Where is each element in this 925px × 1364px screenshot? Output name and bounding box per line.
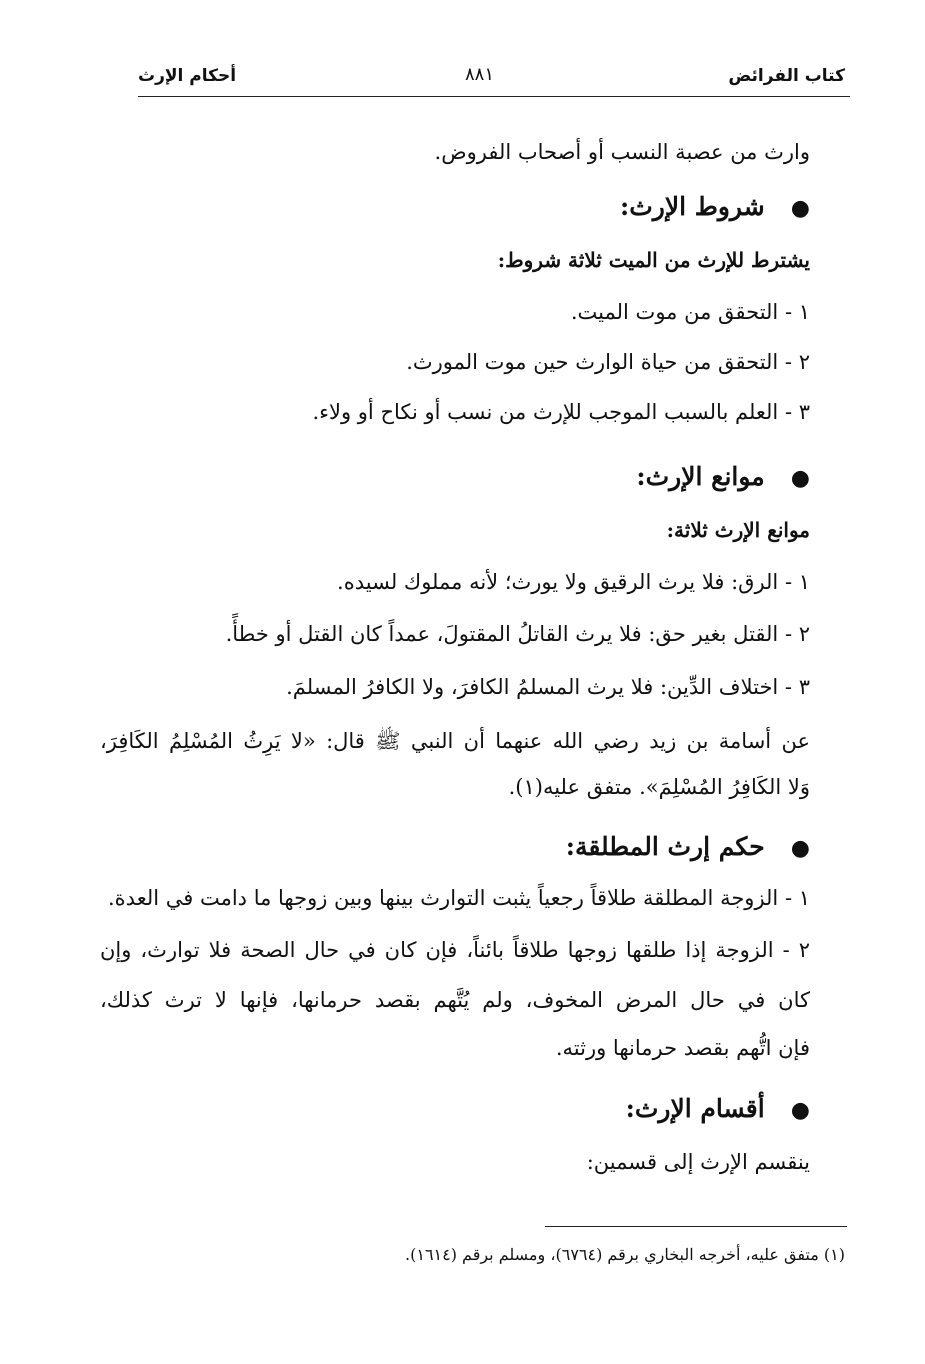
bullet-dot-icon: ● [790, 835, 810, 861]
divorcee-item-2-line-1: ٢ - الزوجة إذا طلقها زوجها طلاقاً بائناً، فإن كان في حال الصحة فلا توارث، وإن [100, 938, 810, 962]
impediment-item-1: ١ - الرق: فلا يرث الرقيق ولا يورث؛ لأنه مملوك لسيده. [337, 570, 810, 594]
book-title: كتاب الفرائض [728, 66, 845, 86]
divorcee-item-2-line-3: فإن اتُّهم بقصد حرمانها ورثته. [555, 1036, 810, 1060]
divorcee-heading: ● حكم إرث المطلقة: [565, 832, 810, 861]
condition-item-1: ١ - التحقق من موت الميت. [570, 300, 810, 324]
header-rule [138, 96, 850, 97]
divorcee-item-1: ١ - الزوجة المطلقة طلاقاً رجعياً يثبت التوارث بينها وبين زوجها ما دامت في العدة. [108, 886, 810, 910]
bullet-dot-icon: ● [790, 465, 810, 491]
hadith-line-1: عن أسامة بن زيد رضي الله عنهما أن النبي ﷺ قال: «لا يَرِثُ المُسْلِمُ الكَافِرَ، [100, 729, 810, 753]
impediments-subheading: موانع الإرث ثلاثة: [666, 518, 810, 542]
divorcee-item-2-line-2: كان في حال المرض المخوف، ولم يُتَّهم بقصد حرمانها، فإنها لا ترث كذلك، [100, 988, 810, 1012]
intro-line: وارث من عصبة النسب أو أصحاب الفروض. [434, 140, 810, 164]
condition-item-2: ٢ - التحقق من حياة الوارث حين موت المورث. [406, 350, 810, 374]
chapter-title: أحكام الإرث [138, 66, 237, 86]
bullet-dot-icon: ● [790, 195, 810, 221]
footnote-rule [545, 1226, 847, 1227]
condition-item-3: ٣ - العلم بالسبب الموجب للإرث من نسب أو نكاح أو ولاء. [312, 400, 810, 424]
hadith-line-2: وَلا الكَافِرُ المُسْلِمَ». متفق عليه(١). [508, 775, 810, 799]
impediment-item-3: ٣ - اختلاف الدِّين: فلا يرث المسلمُ الكافرَ، ولا الكافرُ المسلمَ. [286, 675, 810, 699]
types-subheading: ينقسم الإرث إلى قسمين: [586, 1150, 810, 1174]
page-number: ٨٨١ [465, 64, 495, 85]
types-heading: ● أقسام الإرث: [625, 1094, 810, 1123]
footnote: (١) متفق عليه، أخرجه البخاري برقم (٦٧٦٤)، ومسلم برقم (١٦١٤). [405, 1245, 845, 1264]
conditions-subheading: يشترط للإرث من الميت ثلاثة شروط: [497, 248, 810, 272]
bullet-dot-icon: ● [790, 1097, 810, 1123]
impediment-item-2: ٢ - القتل بغير حق: فلا يرث القاتلُ المقتولَ، عمداً كان القتل أو خطأً. [225, 622, 810, 646]
impediments-heading: ● موانع الإرث: [636, 462, 810, 491]
conditions-heading: ● شروط الإرث: [619, 192, 810, 221]
